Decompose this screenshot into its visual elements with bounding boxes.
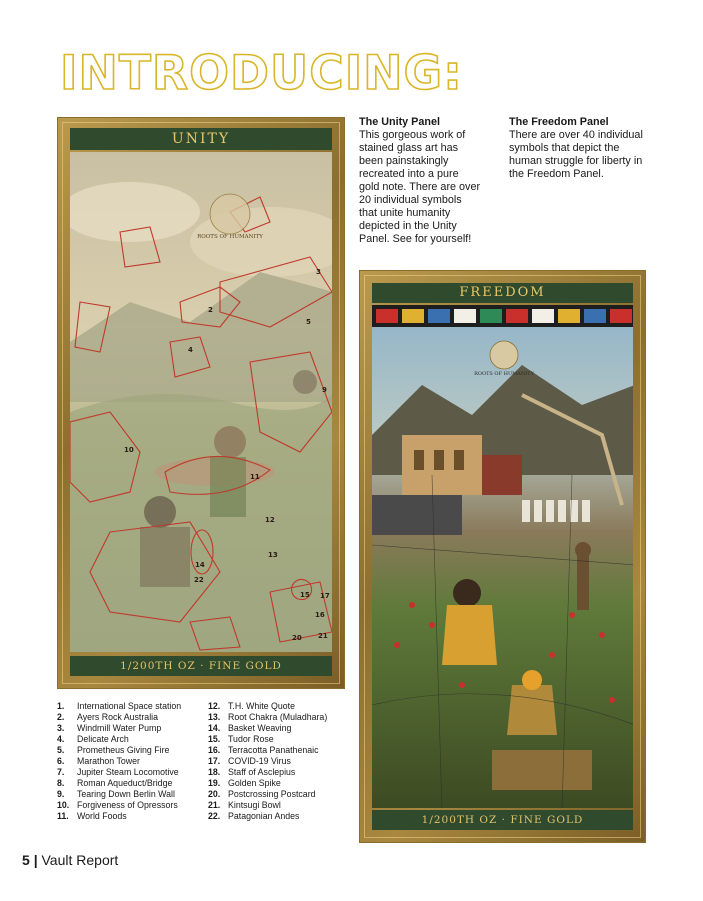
unity-description xyxy=(359,116,481,246)
unity-panel-image xyxy=(57,117,345,689)
freedom-panel-image xyxy=(359,270,646,843)
legend-item: 2. Ayers Rock Australia xyxy=(57,712,158,722)
svg-text:12: 12 xyxy=(265,516,275,524)
unity-title-bar: UNITY xyxy=(70,128,332,150)
legend-item: 13. Root Chakra (Muladhara) xyxy=(208,712,328,722)
legend-item: 14. Basket Weaving xyxy=(208,723,292,733)
freedom-footer-bar: 1/200TH OZ · FINE GOLD xyxy=(372,810,633,830)
legend-item: 5. Prometheus Giving Fire xyxy=(57,745,170,755)
unity-footer-bar: 1/200TH OZ · FINE GOLD xyxy=(70,656,332,676)
legend-item: 16. Terracotta Panathenaic xyxy=(208,745,319,755)
legend-right-column xyxy=(208,701,353,822)
unity-artwork xyxy=(70,152,332,652)
publication-name: Vault Report xyxy=(41,852,119,868)
unity-art-svg xyxy=(70,152,332,652)
svg-text:14: 14 xyxy=(195,561,205,569)
svg-text:10: 10 xyxy=(124,446,134,454)
svg-text:16: 16 xyxy=(315,611,325,619)
unity-body: This gorgeous work of stained glass art has been painstakingly recreated into a pure gold note. There are over 20 individual symbols that unite humanity depicted in the Unity Panel. See for yourself! xyxy=(359,129,481,245)
legend-item: 17. COVID-19 Virus xyxy=(208,756,291,766)
legend-item: 10. Forgiveness of Opressors xyxy=(57,800,178,810)
legend-item: 20. Postcrossing Postcard xyxy=(208,789,316,799)
page-number: 5 xyxy=(22,852,30,868)
legend-left-column xyxy=(57,701,207,822)
legend-item: 8. Roman Aqueduct/Bridge xyxy=(57,778,173,788)
page-headline: INTRODUCING: xyxy=(60,46,463,101)
svg-text:ROOTS OF HUMANITY: ROOTS OF HUMANITY xyxy=(474,371,534,377)
footer-separator: | xyxy=(33,852,38,868)
freedom-art-svg xyxy=(372,305,633,808)
legend-item: 18. Staff of Asclepius xyxy=(208,767,296,777)
svg-text:20: 20 xyxy=(292,634,302,642)
svg-text:3: 3 xyxy=(316,268,321,276)
legend-item: 3. Windmill Water Pump xyxy=(57,723,162,733)
svg-text:15: 15 xyxy=(300,591,310,599)
legend-item: 22. Patagonian Andes xyxy=(208,811,300,821)
legend-item: 19. Golden Spike xyxy=(208,778,281,788)
legend-item: 4. Delicate Arch xyxy=(57,734,129,744)
legend-item: 7. Jupiter Steam Locomotive xyxy=(57,767,179,777)
svg-text:22: 22 xyxy=(194,576,204,584)
legend-item: 6. Marathon Tower xyxy=(57,756,140,766)
svg-text:ROOTS OF HUMANITY: ROOTS OF HUMANITY xyxy=(197,234,263,240)
svg-text:5: 5 xyxy=(306,318,311,326)
svg-text:4: 4 xyxy=(188,346,193,354)
page-footer xyxy=(22,852,118,868)
legend-item: 21. Kintsugi Bowl xyxy=(208,800,281,810)
legend-item: 12. T.H. White Quote xyxy=(208,701,295,711)
legend-item: 9. Tearing Down Berlin Wall xyxy=(57,789,175,799)
svg-text:9: 9 xyxy=(322,386,327,394)
unity-heading: The Unity Panel xyxy=(359,116,440,128)
svg-text:13: 13 xyxy=(268,551,278,559)
svg-text:21: 21 xyxy=(318,632,328,640)
freedom-symbol-strip xyxy=(372,305,633,327)
freedom-description xyxy=(509,116,644,181)
legend-item: 15. Tudor Rose xyxy=(208,734,274,744)
svg-text:17: 17 xyxy=(320,592,330,600)
freedom-body: There are over 40 individual symbols that depict the human struggle for liberty in the Freedom Panel. xyxy=(509,129,643,180)
legend-item: 11. World Foods xyxy=(57,811,127,821)
freedom-heading: The Freedom Panel xyxy=(509,116,609,128)
freedom-title-bar: FREEDOM xyxy=(372,283,633,303)
legend-item: 1. International Space station xyxy=(57,701,182,711)
svg-text:2: 2 xyxy=(208,306,213,314)
freedom-artwork xyxy=(372,305,633,808)
svg-text:11: 11 xyxy=(250,473,260,481)
